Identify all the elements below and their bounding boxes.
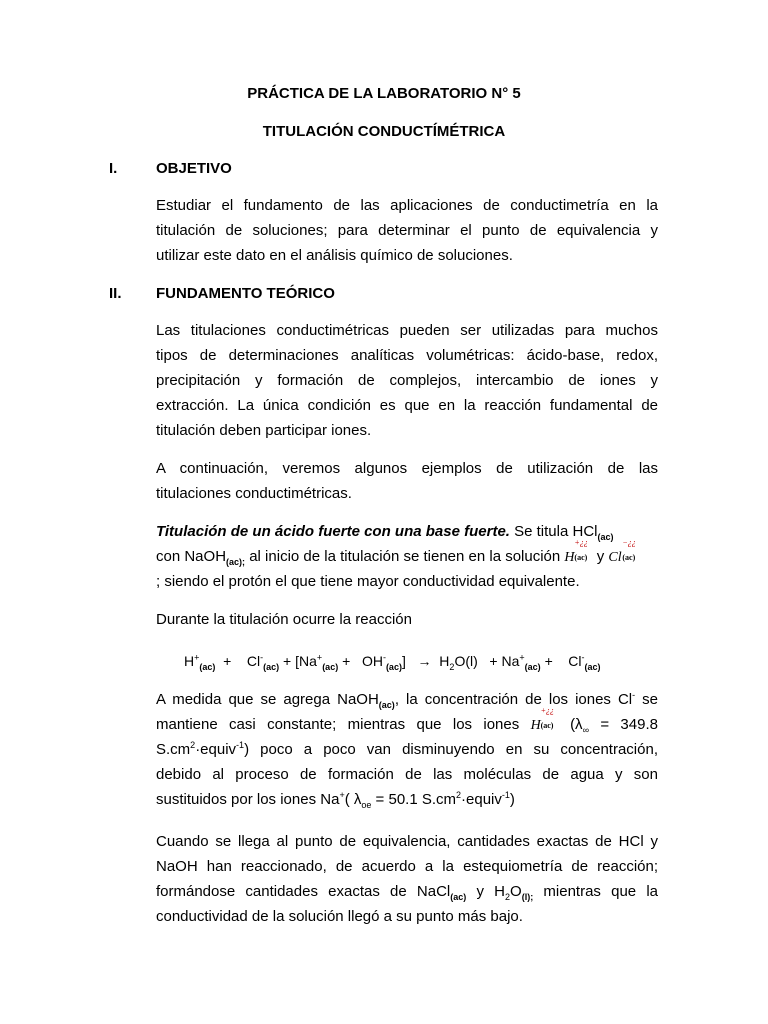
objective-paragraph	[156, 193, 658, 268]
strong-acid-paragraph: Titulación de un ácido fuerte con una base fuerte. Se titula HCl$_{(ac)}$ con NaOH$_{(ac);}$ al inicio de la titulación se tienen en la solución H +¿¿ (ac) y Cl −¿¿ (ac) ; siendo el protón el que tiene mayor conductividad equivalente.	[156, 519, 658, 594]
text-line: precipitación y formación de complejos, intercambio de iones y	[156, 372, 658, 389]
section-title-objetivo: OBJETIVO	[156, 160, 232, 177]
text-line: conductividad de la solución llegó a su punto más bajo.	[156, 908, 523, 925]
text-line: titulación de soluciones; para determinar el punto de equivalencia y	[156, 222, 658, 239]
examples-paragraph	[156, 456, 658, 506]
page-subtitle: TITULACIÓN CONDUCTÍMÉTRICA	[262, 123, 506, 140]
text-line: debido al proceso de formación de las moléculas de agua y son	[156, 766, 658, 783]
text-line: A continuación, veremos algunos ejemplos de utilización de las	[156, 460, 658, 477]
section-title-fundamento: FUNDAMENTO TEÓRICO	[156, 285, 335, 302]
chloride-ion-formula: Cl −¿¿ (ac)	[608, 538, 636, 565]
text-line: NaOH han reaccionado, de acuerdo a la estequiometría de reacción;	[156, 858, 658, 875]
text-line: titulaciones conductimétricas.	[156, 485, 352, 502]
reaction-arrow: →	[417, 653, 432, 669]
conductivity-paragraph: A medida que se agrega NaOH$_{(ac)}$, la concentración de los iones Cl- se mantiene casi constante; mientras que los iones H +¿¿ (ac) ($\lambda_\infty = 349.8$ $S.cm^2\cdot equiv^{-1}$) poco a poco van disminuyendo en su concentración, debido al proceso de formación de las moléculas de agua y son sustituidos por los iones Na+( $\lambda_{oe} = 50.1$ $S.cm^2\cdot equiv^{-1}$)	[156, 690, 658, 810]
hydrogen-ion-formula: H +¿¿ (ac)	[564, 538, 588, 565]
text-line: Cuando se llega al punto de equivalencia, cantidades exactas de HCl y	[156, 833, 658, 850]
hydrogen-ion-formula: H +¿¿ (ac)	[530, 706, 554, 733]
section-number: II.	[109, 285, 122, 302]
reaction-intro: Durante la titulación ocurre la reacción	[156, 611, 412, 628]
page-title: PRÁCTICA DE LA LABORATORIO N° 5	[247, 85, 521, 102]
reaction-equation: $H^+_{(ac)}$ + $Cl^-_{(ac)} + [Na^+_{(ac)} + OH^-_{(ac)}]$ → $H_2O(l) + Na^+_{(ac)}$ + $Cl^-_{(ac)}$	[184, 652, 601, 672]
intro-paragraph	[156, 318, 658, 443]
text-line: Las titulaciones conductimétricas pueden ser utilizadas para muchos	[156, 322, 658, 339]
text-line: utilizar este dato en el análisis químico de soluciones.	[156, 247, 513, 264]
text-line: ; siendo el protón el que tiene mayor conductividad equivalente.	[156, 573, 580, 590]
text-line: Estudiar el fundamento de las aplicaciones de conductimetría en la	[156, 197, 658, 214]
text-line: extracción. La única condición es que en la reacción fundamental de	[156, 397, 658, 414]
equivalence-paragraph: Cuando se llega al punto de equivalencia, cantidades exactas de HCl y NaOH han reaccionado, de acuerdo a la estequiometría de reacción; formándose cantidades exactas de NaCl$_{(ac)}$ y $H_2O_{(l);}$ mientras que la conductividad de la solución llegó a su punto más bajo.	[156, 829, 658, 929]
text-line: tipos de determinaciones analíticas volumétricas: ácido-base, redox,	[156, 347, 658, 364]
example-heading: Titulación de un ácido fuerte con una base fuerte.	[156, 523, 510, 540]
text-line: titulación deben participar iones.	[156, 422, 372, 439]
section-number: I.	[109, 160, 118, 177]
